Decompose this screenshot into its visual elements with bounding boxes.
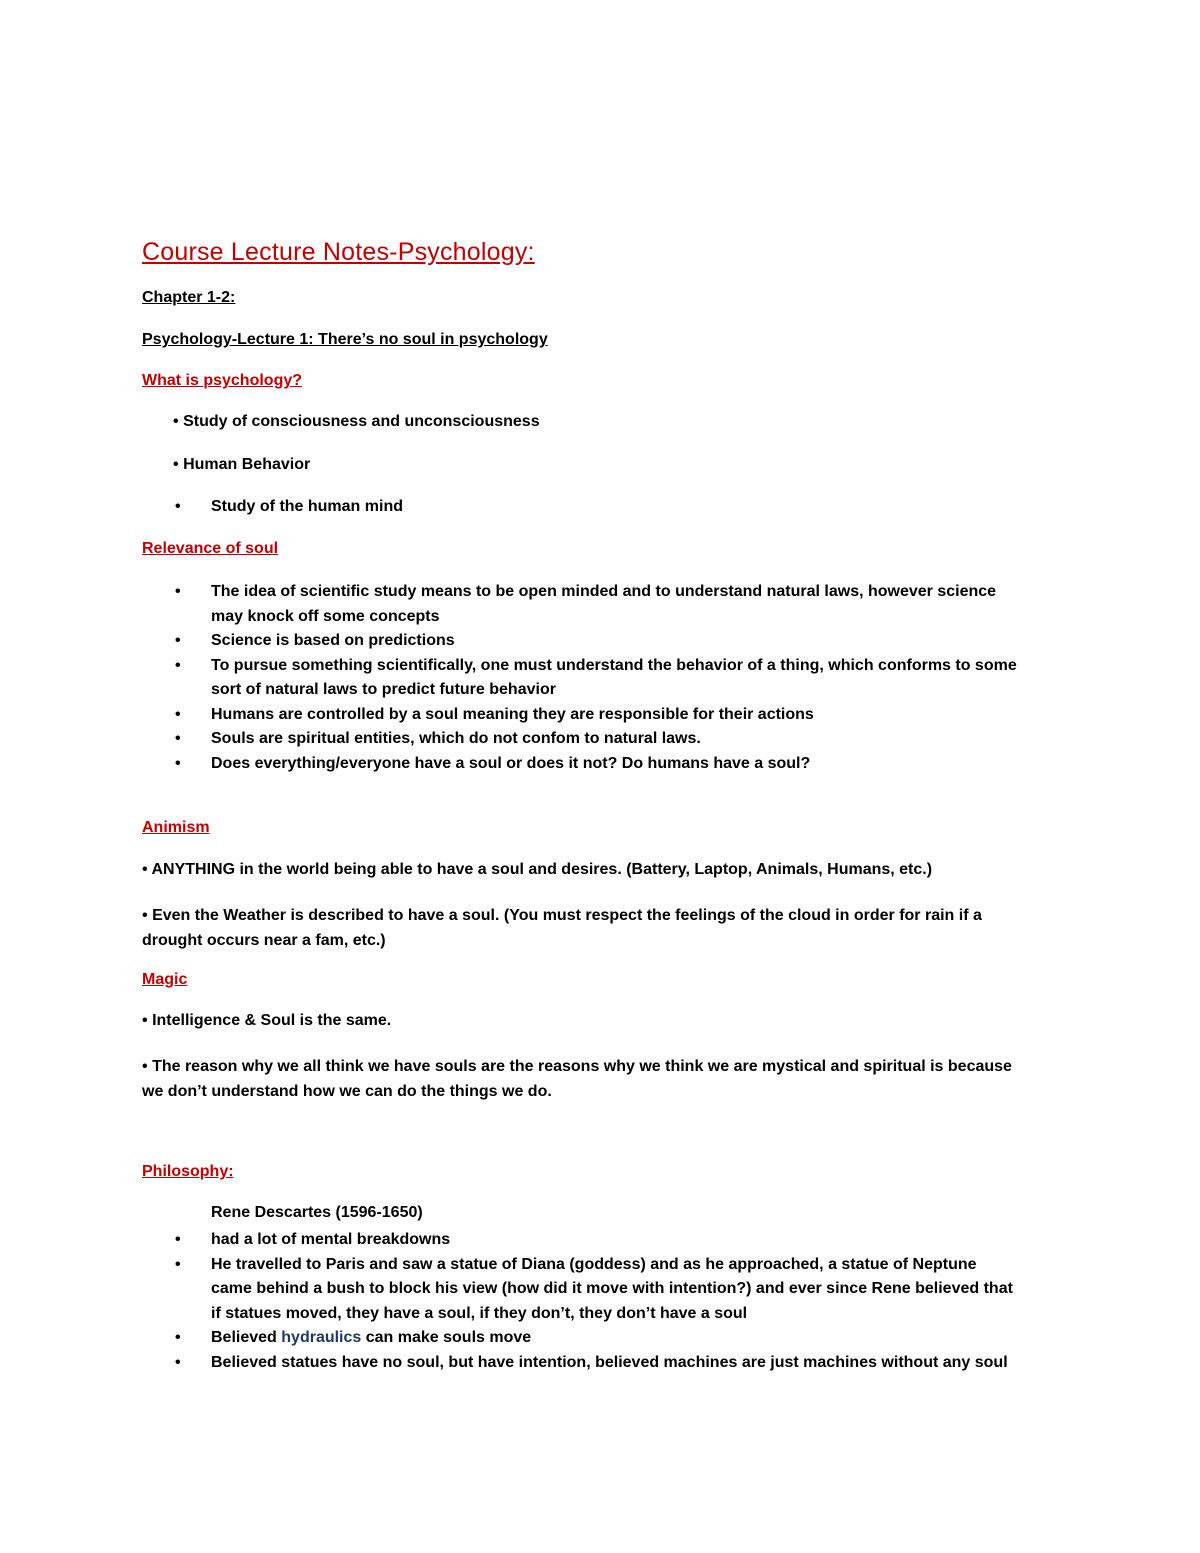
bullet-icon: • bbox=[175, 754, 181, 772]
section-heading-philosophy: Philosophy: bbox=[142, 1163, 234, 1180]
list-item: • To pursue something scientifically, one must understand the behavior of a thing, which conforms to some sort of natural laws to predict future behavior bbox=[173, 654, 1017, 703]
bullet-icon: • bbox=[175, 583, 181, 600]
bullet-icon: • bbox=[175, 1353, 181, 1371]
list-item: • Believed hydraulics can make souls move bbox=[173, 1326, 1013, 1351]
paragraph: • Even the Weather is described to have a soul. (You must respect the feelings of the cloud in order for rain if a drought occurs near a fam, etc.) bbox=[142, 907, 982, 949]
list-item: • Believed statues have no soul, but have intention, believed machines are just machines without any soul bbox=[173, 1351, 1013, 1376]
bullet-icon: • bbox=[142, 1012, 148, 1029]
bullet-icon: • bbox=[175, 498, 181, 515]
list-item: • Study of consciousness and unconsciousness bbox=[173, 413, 540, 430]
section-heading-animism: Animism bbox=[142, 819, 210, 836]
bullet-icon: • bbox=[173, 413, 179, 430]
section-heading-magic: Magic bbox=[142, 971, 188, 988]
page-title: Course Lecture Notes-Psychology: bbox=[142, 238, 535, 266]
list-item: • Science is based on predictions bbox=[173, 629, 1017, 654]
lecture-heading: Psychology-Lecture 1: There’s no soul in psychology bbox=[142, 331, 548, 348]
bullet-icon: • bbox=[142, 1058, 148, 1075]
section-heading-what-is-psychology: What is psychology? bbox=[142, 372, 303, 389]
philosophy-list bbox=[173, 1228, 1013, 1375]
bullet-icon: • bbox=[175, 656, 181, 674]
chapter-heading: Chapter 1-2: bbox=[142, 289, 236, 306]
bullet-icon: • bbox=[173, 456, 179, 473]
list-item: • had a lot of mental breakdowns bbox=[173, 1228, 1013, 1253]
list-item: • Does everything/everyone have a soul or does it not? Do humans have a soul? bbox=[173, 752, 1017, 777]
bullet-icon: • bbox=[142, 907, 148, 924]
paragraph: • ANYTHING in the world being able to have a soul and desires. (Battery, Laptop, Animals, Humans, etc.) bbox=[142, 861, 933, 878]
bullet-icon: • bbox=[142, 861, 148, 878]
bullet-icon: • bbox=[175, 1255, 181, 1273]
list-item: • Souls are spiritual entities, which do not confom to natural laws. bbox=[173, 727, 1017, 752]
list-item: • The idea of scientific study means to be open minded and to understand natural laws, however science may knock off some concepts bbox=[173, 580, 1017, 629]
bullet-icon: • bbox=[175, 1329, 181, 1346]
list-item: • Human Behavior bbox=[173, 456, 311, 473]
paragraph: • Intelligence & Soul is the same. bbox=[142, 1012, 392, 1029]
section-heading-relevance-of-soul: Relevance of soul bbox=[142, 540, 279, 557]
paragraph: • The reason why we all think we have souls are the reasons why we think we are mystical and spiritual is because we don’t understand how we can do the things we do. bbox=[142, 1058, 1012, 1100]
bullet-icon: • bbox=[175, 632, 181, 649]
relevance-list bbox=[173, 580, 1017, 776]
bullet-icon: • bbox=[175, 1231, 181, 1248]
bullet-icon: • bbox=[175, 705, 181, 723]
hydraulics-term: hydraulics bbox=[281, 1329, 362, 1346]
philosopher-name: Rene Descartes (1596-1650) bbox=[211, 1204, 423, 1221]
document-page: Course Lecture Notes-Psychology: Chapter 1-2: Psychology-Lecture 1: There’s no soul in psychology What is psychology? • Study of consciousness and unconsciousness • Human Behavior • Study of the human mind Relevance of soul • The idea of scientific study means to be open minded and to understand natural laws, however science may knock off some concepts • Science is based on predictions • To pursue something scientifically, one must understand the behavior of a thing, which conforms to some sort of natural laws to predict future behavior • Humans are controlled by a soul meaning they are responsible for their actions • Souls are spiritual entities, which do not confom to natural laws. • Does everything/everyone have a soul or does it not? Do humans have a soul? Animism • ANYTHING in the world being able to have a soul and desires. (Battery, Laptop, Animals, Humans, etc.) • Even the Weather is described to have a soul. (You must respect the feelings of the cloud in order for rain if a drought occurs near a fam, etc.) Magic • Intelligence & Soul is the same. • The reason why we all think we have souls are the reasons why we think we are mystical and spiritual is because we don’t understand how we can do the things we do. Philosophy: Rene Descartes (1596-1650) • had a lot of mental breakdowns • He travelled to Paris and saw a statue of Diana (goddess) and as he approached, a statue of Neptune came behind a bush to block his view (how did it move with intention?) and ever since Rene believed that if statues moved, they have a soul, if they don’t, they don’t have a soul • Believed hydraulics can make souls move • Believed statues have no soul, but have intention, believed machines are just machines without any soul bbox=[0, 0, 1200, 1553]
list-item: • Humans are controlled by a soul meaning they are responsible for their actions bbox=[173, 703, 1017, 728]
list-item: • He travelled to Paris and saw a statue of Diana (goddess) and as he approached, a statue of Neptune came behind a bush to block his view (how did it move with intention?) and ever since Rene believed that if statues moved, they have a soul, if they don’t, they don’t have a soul bbox=[173, 1253, 1013, 1327]
bullet-icon: • bbox=[175, 730, 181, 747]
